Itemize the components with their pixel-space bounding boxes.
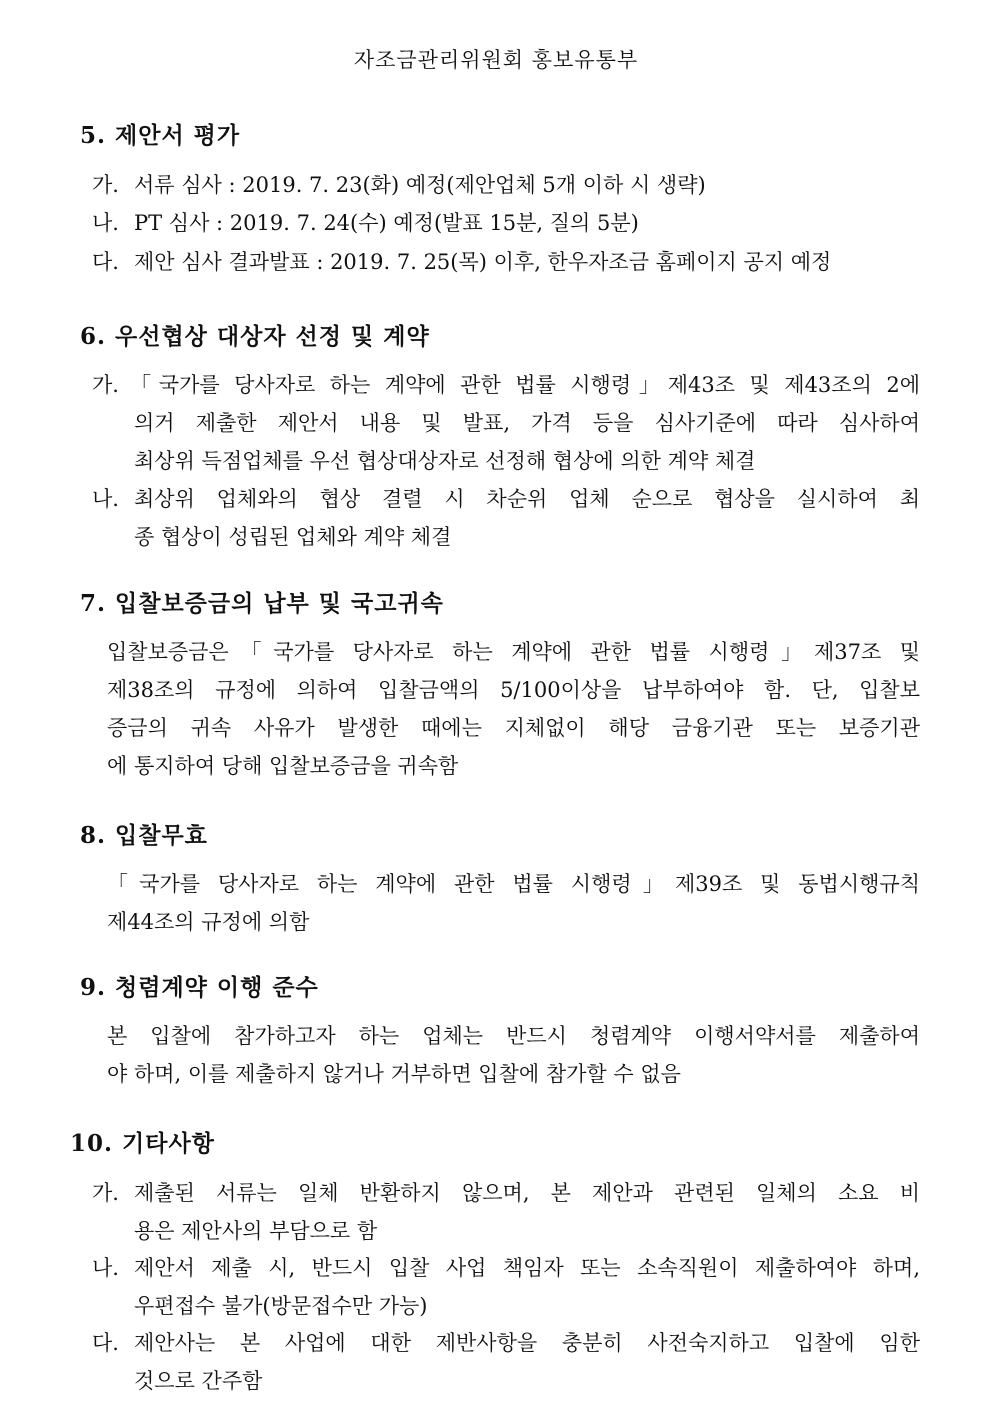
s8-line-2: 제44조의 규정에 의함: [107, 910, 310, 934]
s5-item-b-label: 나.: [92, 211, 119, 235]
s5-item-a-text: 서류 심사 : 2019. 7. 23(화) 예정(제안업체 5개 이하 시 생략): [134, 173, 706, 197]
s6-item-a-line-2: 의거 제출한 제안서 내용 및 발표, 가격 등을 심사기준에 따라 심사하여: [134, 411, 920, 435]
s7-line-3: 증금의 귀속 사유가 발생한 때에는 지체없이 해당 금융기관 또는 보증기관: [107, 716, 920, 740]
s10-item-a-line-1: 제출된 서류는 일체 반환하지 않으며, 본 제안과 관련된 일체의 소요 비: [134, 1181, 920, 1205]
s9-line-2: 야 하며, 이를 제출하지 않거나 거부하면 입찰에 참가할 수 없음: [107, 1062, 681, 1086]
s7-line-2: 제38조의 규정에 의하여 입찰금액의 5/100이상을 납부하여야 함. 단, 입찰보: [107, 678, 920, 702]
s5-item-a-label: 가.: [92, 173, 119, 197]
section-5-title: 5. 제안서 평가: [80, 122, 241, 149]
section-6-title: 6. 우선협상 대상자 선정 및 계약: [80, 323, 430, 350]
s6-item-a-line-1: 「국가를 당사자로 하는 계약에 관한 법률 시행령」제43조 및 제43조의 2에: [130, 373, 920, 397]
section-10-title: 10. 기타사항: [70, 1130, 215, 1157]
page-header: 자조금관리위원회 홍보유통부: [353, 48, 639, 72]
s6-item-a-label: 가.: [92, 373, 119, 397]
s6-item-b-line-2: 종 협상이 성립된 업체와 계약 체결: [134, 525, 452, 549]
s5-item-c-label: 다.: [92, 250, 119, 274]
s5-item-c-text: 제안 심사 결과발표 : 2019. 7. 25(목) 이후, 한우자조금 홈페이지 공지 예정: [134, 250, 832, 274]
s6-item-a-line-3: 최상위 득점업체를 우선 협상대상자로 선정해 협상에 의한 계약 체결: [134, 449, 756, 473]
s8-line-1: 「국가를 당사자로 하는 계약에 관한 법률 시행령」제39조 및 동법시행규칙: [107, 872, 920, 896]
s7-line-1: 입찰보증금은「국가를 당사자로 하는 계약에 관한 법률 시행령」제37조 및: [107, 640, 920, 664]
s10-item-b-line-1: 제안서 제출 시, 반드시 입찰 사업 책임자 또는 소속직원이 제출하여야 하며,: [134, 1256, 920, 1280]
s10-item-b-label: 나.: [92, 1256, 119, 1280]
s10-item-b-line-2: 우편접수 불가(방문접수만 가능): [134, 1294, 428, 1318]
s7-line-4: 에 통지하여 당해 입찰보증금을 귀속함: [107, 754, 459, 778]
s6-item-b-label: 나.: [92, 487, 119, 511]
s6-item-b-line-1: 최상위 업체와의 협상 결렬 시 차순위 업체 순으로 협상을 실시하여 최: [134, 487, 920, 511]
s10-item-c-label: 다.: [92, 1331, 119, 1355]
section-9-title: 9. 청렴계약 이행 준수: [80, 974, 319, 1001]
s5-item-b-text: PT 심사 : 2019. 7. 24(수) 예정(발표 15분, 질의 5분): [134, 211, 639, 235]
s10-item-a-label: 가.: [92, 1181, 119, 1205]
s9-line-1: 본 입찰에 참가하고자 하는 업체는 반드시 청렴계약 이행서약서를 제출하여: [107, 1024, 920, 1048]
s10-item-c-line-1: 제안사는 본 사업에 대한 제반사항을 충분히 사전숙지하고 입찰에 임한: [134, 1331, 920, 1355]
section-8-title: 8. 입찰무효: [80, 822, 208, 849]
s10-item-c-line-2: 것으로 간주함: [134, 1369, 263, 1393]
s10-item-a-line-2: 용은 제안사의 부담으로 함: [134, 1219, 378, 1243]
section-7-title: 7. 입찰보증금의 납부 및 국고귀속: [80, 590, 444, 617]
